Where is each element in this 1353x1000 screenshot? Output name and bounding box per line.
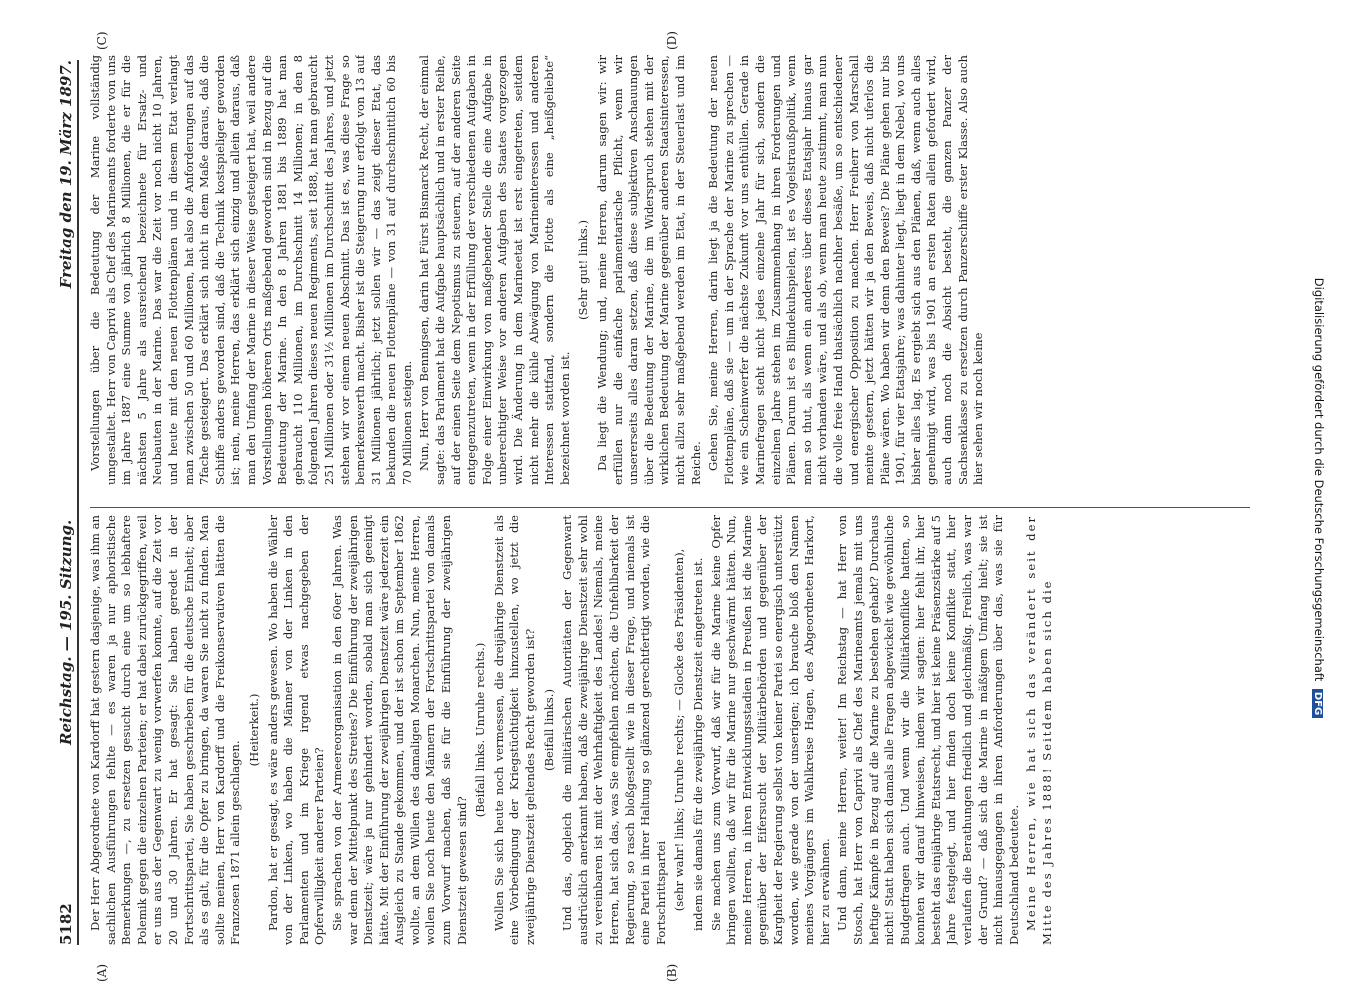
reaction: (sehr wahr! links; Unruhe rechts; — Glocke des Präsidenten), <box>672 548 687 912</box>
paragraph: Wollen Sie sich heute noch vermessen, die dreijährige Dienstzeit als eine Vorbedingung der Kriegstüchtigkeit hinzustellen, wo jetzt die zweijährige Dienstzeit geltendes Recht geworden ist? <box>491 515 538 945</box>
paragraph: Sie machen uns zum Vorwurf, daß wir für die Marine keine Opfer bringen wollten, daß wir für die Marine nur geschwärmt hätten. Nun, meine Herren, in ihren Entwicklungsstadien in Preußen ist die Marine gegenüber der Eifersucht der Militärbehörden und gegenüber der Kargheit der Regierung selbst von keiner Partei so energisch unterstützt worden, wie gerade von der unserigen; ich brauche bloß den Namen meines Vorgängers im Wahlkreise Hagen, des Abgeordneten Harkort, hier zu erwähnen. <box>708 515 832 945</box>
paragraph: Sie sprachen von der Armeereorganisation in den 60er Jahren. Was war denn der Mittelpunkt des Streites? Die Einführung der zweijährigen Dienstzeit; wäre ja nur gehindert worden, sobald man sich geeinigt hätte. Mit der Einführung der zweijährigen Dienstzeit wäre jederzeit ein Ausgleich zu Stande gekommen, und der ist schon im September 1862 wollte, an dem Willen des damaligen Monarchen. Nun, meine Herren, wollen Sie noch heute den Männern der Fortschrittspartei von damals zum Vorwurf machen, daß sie für die Einführung der zweijährigen Dienstzeit gewesen sind? <box>329 515 469 945</box>
paragraph: Meine Herren, wie hat sich das verändert seit der Mitte des Jahres 1888! Seitdem haben sich die <box>1024 515 1055 945</box>
margin-marker-b: (B) <box>665 963 679 982</box>
reaction: (Heiterkeit.) <box>246 693 261 767</box>
left-column <box>88 515 1238 945</box>
reaction: (Beifall links.) <box>541 689 556 771</box>
stamp-text: Digitalisierung gefördert durch die Deutsche Forschungsgemeinschaft <box>1312 277 1326 682</box>
paragraph: Vorstellungen über die Bedeutung der Marine vollständig umgestaltet. Herr von Caprivi als Chef des Marineamts forderte von uns im Jahre 1887 eine Summe von jährlich 8 Millionen, die er für die nächsten 5 Jahre als ausreichend bezeichnete für Ersatz- und Neubauten in der Marine. Das war die Zeit vor noch nicht 10 Jahren, und heute mit den neuen Flottenplänen und in diesem Etat verlangt man zwischen 50 und 60 Millionen, hat also die Anforderungen auf das 7fache gesteigert. Das erklärt sich nicht in dem Maße daraus, daß die Schiffe anders geworden sind, daß die Technik kostspieliger geworden ist; nein, meine Herren, das erklärt sich einzig und allein daraus, daß man den Umfang der Marine in dieser Weise gesteigert hat, weil andere Vorstellungen höheren Orts maßgebend geworden sind in Bezug auf die Bedeutung der Marine. In den 8 Jahren 1881 bis 1889 hat man gebraucht 110 Millionen, im Durchschnitt 14 Millionen; in den 8 folgenden Jahren dieses neuen Regiments, seit 1888, hat man gebraucht 251 Millionen oder 31½ Millionen im Durchschnitt des Jahres, und jetzt stehen wir vor einem neuen Abschnitt. Das ist es, was diese Frage so bemerkenswerth macht. Bisher ist die Steigerung nur erfolgt von 13 auf 31 Millionen jährlich; jetzt sollen wir — das zeigt dieser Etat, das bekunden die neuen Flottenpläne — von 31 auf durchschnittlich 60 bis 70 Millionen steigen. <box>88 55 414 485</box>
reaction: (Beifall links. Unruhe rechts.) <box>473 642 488 818</box>
paragraph: Pardon, hat er gesagt, es wäre anders gewesen. Wo haben die Wähler von der Linken, wo haben die Männer von der Linken in den Parlamenten und im Kriege irgend etwas nachgegeben der Opferwilligkeit anderer Parteien? <box>265 515 327 945</box>
stamp-text-wrap <box>1310 8 1326 988</box>
paragraph: Und das, obgleich die militärischen Autoritäten der Gegenwart ausdrücklich anerkannt haben, daß die zweijährige Dienstzeit sehr wohl zu vereinbaren ist mit der Wehrhaftigkeit des Landes! Niemals, meine Herren, hat sich das, was Sie empfehlen möchten, die Unfehlbarkeit der Regierung, so rasch bloßgestellt wie in dieser Frage, und niemals ist eine Partei in ihrer Haltung so glänzend gerechtfertigt worden, wie die Fortschrittspartei <box>560 515 668 945</box>
page-header <box>55 60 79 945</box>
dfg-logo: DFG <box>1312 689 1323 718</box>
session-title: Reichstag. — 195. Sitzung. <box>57 519 75 745</box>
paragraph: Gehen Sie, meine Herren, darin liegt ja die Bedeutung der neuen Flottenpläne, daß sie — um in der Sprache der Marine zu sprechen — wie ein Scheinwerfer die nächste Zukunft vor uns enthüllen. Gerade in Marinefragen steht nicht jedes einzelne Jahr für sich, sondern die einzelnen Jahre stehen im Zusammenhang in ihren Forderungen und Plänen. Darum ist es Blindekuhspielen, ist es Vogelstraußpolitik, wenn man so thut, als wenn ein anderes über dieses Etatsjahr hinaus gar nicht vorhanden wäre, und als ob, wenn man heute zustimmt, man nun die volle freie Hand thatsächlich nachher besäße, um so entschiedener und energischer Opposition zu machen. Herr Freiherr von Marschall meinte gestern, jetzt hätten wir ja den Beweis, daß nicht uferlos die Pläne wären. Wo haben wir denn den Beweis? Die Pläne gehen nur bis 1901, für vier Etatsjahre; was dahinter liegt, liegt in dem Nebel, wo uns bisher alles lag. Es ergiebt sich aus den Plänen, daß, wenn auch alles genehmigt wird, was bis 1901 an ersten Raten allein gefordert wird, auch dann noch die Absicht besteht, die ganzen Panzer der Sachsenklasse zu ersetzen durch Panzerschiffe erster Klasse. Also auch hier sehen wir noch keine <box>706 55 986 485</box>
paragraph: Nun, Herr von Bennigsen, darin hat Fürst Bismarck Recht, der einmal sagte: das Parlament hat die Aufgabe hauptsächlich und in erster Reihe, auf der einen Seite dem Nepotismus zu steuern, auf der anderen Seite entgegenzutreten, wenn in der Erfüllung der verschiedenen Aufgaben in Folge einer Einwirkung von maßgebender Stelle die eine Aufgabe in unberechtigter Weise vor anderen Aufgaben des Staates vorgezogen wird. Die Änderung in dem Marineetat ist erst eingetreten, seitdem nicht mehr die kühle Abwägung von Marineinteressen und anderen Interessen stattfand, sondern die Flotte als eine „heißgeliebte“ bezeichnet worden ist. <box>417 55 572 485</box>
page-number: 5182 <box>57 903 75 945</box>
column-divider <box>90 507 1250 508</box>
margin-marker-c: (C) <box>95 31 109 50</box>
paragraph: Der Herr Abgeordnete von Kardorff hat gestern dasjenige, was ihm an sachlichen Ausführungen fehlte — es waren ja nur aphoristische Bemerkungen —, zu ersetzen gesucht durch eine um so lebhaftere Polemik gegen die einzelnen Parteien; er hat dabei zurückgegriffen, weil er uns aus der Gegenwart zu wenig vorwerfen konnte, auf die Zeit vor 20 und 30 Jahren. Er hat gesagt: Sie haben geredet in der Fortschrittspartei, Sie haben geschrieben für die deutsche Einheit; aber als es galt, für die Opfer zu bringen, da waren Sie nicht zu finden. Man sollte meinen, Herr von Kardorff und die Freikonservativen hätten die Franzosen 1871 allein geschlagen. <box>88 515 243 945</box>
margin-marker-d: (D) <box>665 31 679 50</box>
right-column <box>88 55 1238 485</box>
reaction: (Sehr gut! links.) <box>576 220 591 320</box>
paragraph: Und dann, meine Herren, weiter! Im Reichstag — hat Herr von Stosch, hat Herr von Caprivi als Chef des Marineamts jemals mit uns heftige Kämpfe in Bezug auf die Marine zu bestehen gehabt? Durchaus nicht! Statt haben sich damals alle Fragen abgewickelt wie gewöhnliche Budgetfragen auch. Und wenn wir die Militärkonflikte hatten, so konnten wir darauf hinweisen, indem wir sagten: hier fehlt ihr, hier besteht das einjährige Etatsrecht, und hier ist keine Präsenzstärke auf 5 Jahre festgelegt, und hier finden doch keine Konflikte statt, hier verlaufen die Berathungen friedlich und gleichmäßig. Freilich, was war der Grund? — daß sich die Marine in mäßigem Umfang hielt; sie ist nicht hinausgegangen in ihren Anforderungen über das, was sie für Deutschland bedeutete. <box>835 515 1021 945</box>
digitization-stamp <box>1283 8 1353 992</box>
paragraph: indem sie damals für die zweijährige Dienstzeit eingetreten ist. <box>690 557 705 931</box>
margin-marker-a: (A) <box>95 963 109 982</box>
paragraph: Da liegt die Wendung; und, meine Herren, darum sagen wir: wir erfüllen nur die einfache parlamentarische Pflicht, wenn wir unsererseits alles daran setzen, daß diese subjektiven Anschauungen über die Bedeutung der Marine, die im Widerspruch stehen mit der wirklichen Bedeutung der Marine gegenüber anderen Staatsinteressen, nicht allzu sehr maßgebend werden im Etat, in der Steuerlast und im Reiche. <box>595 55 703 485</box>
session-date: Freitag den 19. März 1897. <box>57 60 75 289</box>
